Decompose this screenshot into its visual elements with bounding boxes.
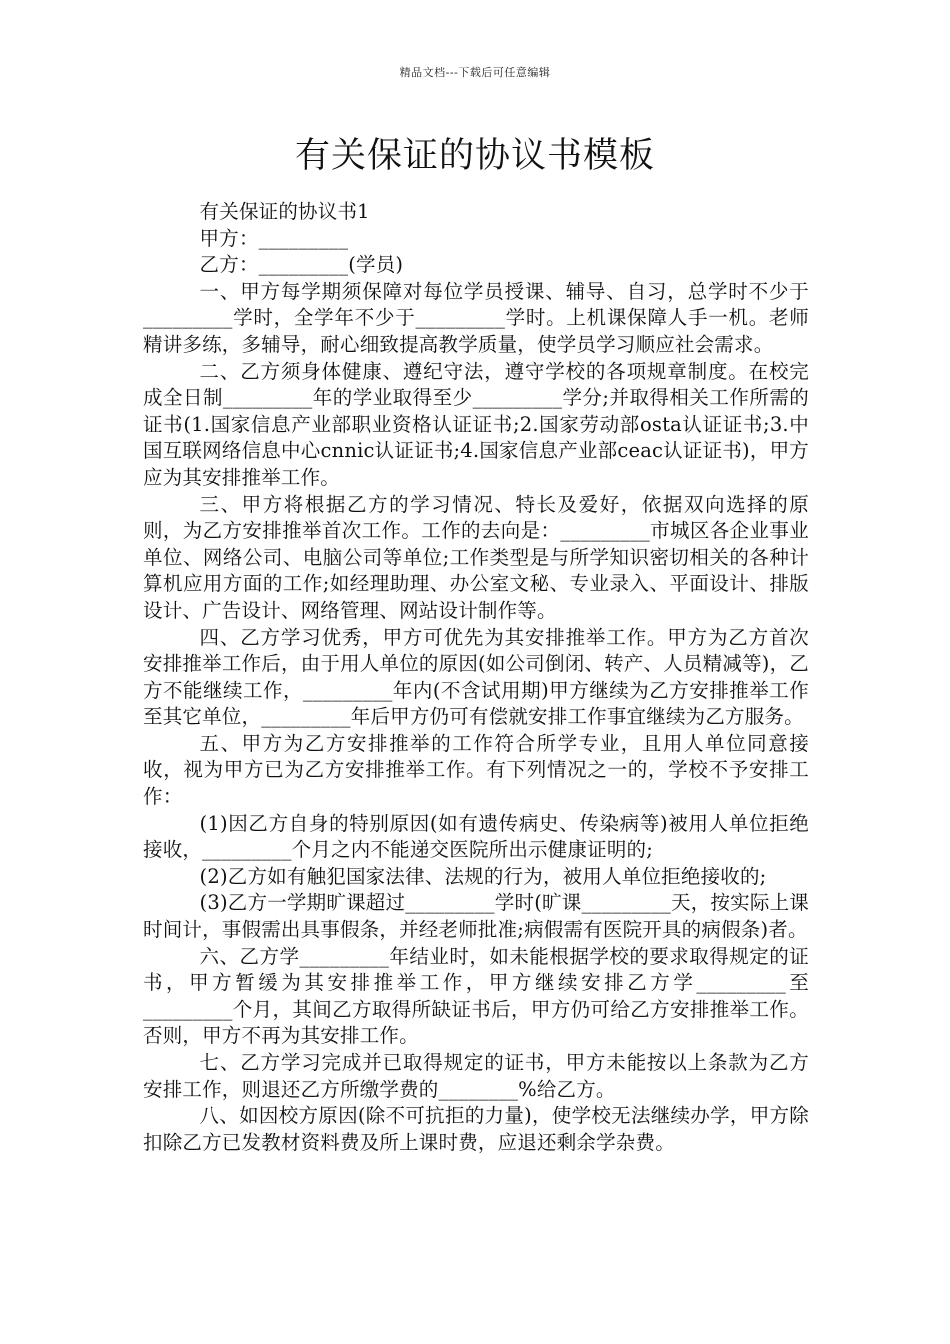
paragraph: 乙方：_________(学员) xyxy=(199,253,404,277)
paragraph: (2)乙方如有触犯国家法律、法规的行为，被用人单位拒绝接收的; xyxy=(199,864,767,888)
paragraph: 七、乙方学习完成并已取得规定的证书，甲方未能按以上条款为乙方安排工作，则退还乙方所缴学费的________%给乙方。 xyxy=(143,1051,809,1101)
paragraph: 一、甲方每学期须保障对每位学员授课、辅导、自习，总学时不少于_________学时，全学年不少于_________学时。上机课保障人手一机。老师精讲多练，多辅导，耐心细致提高教学质量，使学员学习顺应社会需求。 xyxy=(143,279,809,356)
paragraph: 二、乙方须身体健康、遵纪守法，遵守学校的各项规章制度。在校完成全日制_________年的学业取得至少_________学分;并取得相关工作所需的证书(1.国家信息产业部职业资格认证证书;2.国家劳动部osta认证证书;3.中国互联网络信息中心cnnic认证证书;4.国家信息产业部ceac认证证书)，甲方应为其安排推举工作。 xyxy=(143,359,809,489)
paragraph: 甲方：_________ xyxy=(199,226,349,250)
document-title: 有关保证的协议书模板 xyxy=(294,136,655,176)
paragraph: (3)乙方一学期旷课超过_________学时(旷课_________天，按实际上课时间计，事假需出具事假条，并经老师批准;病假需有医院开具的病假条)者。 xyxy=(143,891,809,942)
paragraph: 五、甲方为乙方安排推举的工作符合所学专业，且用人单位同意接收，视为甲方已为乙方安排推举工作。有下列情况之一的，学校不予安排工作： xyxy=(143,731,809,809)
paragraph: 八、如因校方原因(除不可抗拒的力量)，使学校无法继续办学，甲方除扣除乙方已发教材资料费及所上课时费，应退还剩余学杂费。 xyxy=(143,1104,809,1154)
paragraph: (1)因乙方自身的特别原因(如有遗传病史、传染病等)被用人单位拒绝接收，_________个月之内不能递交医院所出示健康证明的; xyxy=(143,811,809,862)
paragraph: 六、乙方学_________年结业时，如未能根据学校的要求取得规定的证书，甲方暂缓为其安排推举工作，甲方继续安排乙方学_________至_________个月，其间乙方取得所缺证书后，甲方仍可给乙方安排推举工作。否则，甲方不再为其安排工作。 xyxy=(143,944,809,1048)
paragraph: 有关保证的协议书1 xyxy=(199,200,370,223)
paragraph: 三、甲方将根据乙方的学习情况、特长及爱好，依据双向选择的原则，为乙方安排推举首次工作。工作的去向是：_________市城区各企业事业单位、网络公司、电脑公司等单位;工作类型是与所学知识密切相关的各种计算机应用方面的工作;如经理助理、办公室文秘、专业录入、平面设计、排版设计、广告设计、网络管理、网站设计制作等。 xyxy=(143,492,809,622)
header-note: 精品文档---下载后可任意编辑 xyxy=(399,66,551,79)
paragraph: 四、乙方学习优秀，甲方可优先为其安排推举工作。甲方为乙方首次安排推举工作后，由于用人单位的原因(如公司倒闭、转产、人员精减等)，乙方不能继续工作，_________年内(不含试用期)甲方继续为乙方安排推举工作至其它单位，_________年后甲方仍可有偿就安排工作事宜继续为乙方服务。 xyxy=(143,625,809,729)
document-body xyxy=(143,199,809,1156)
